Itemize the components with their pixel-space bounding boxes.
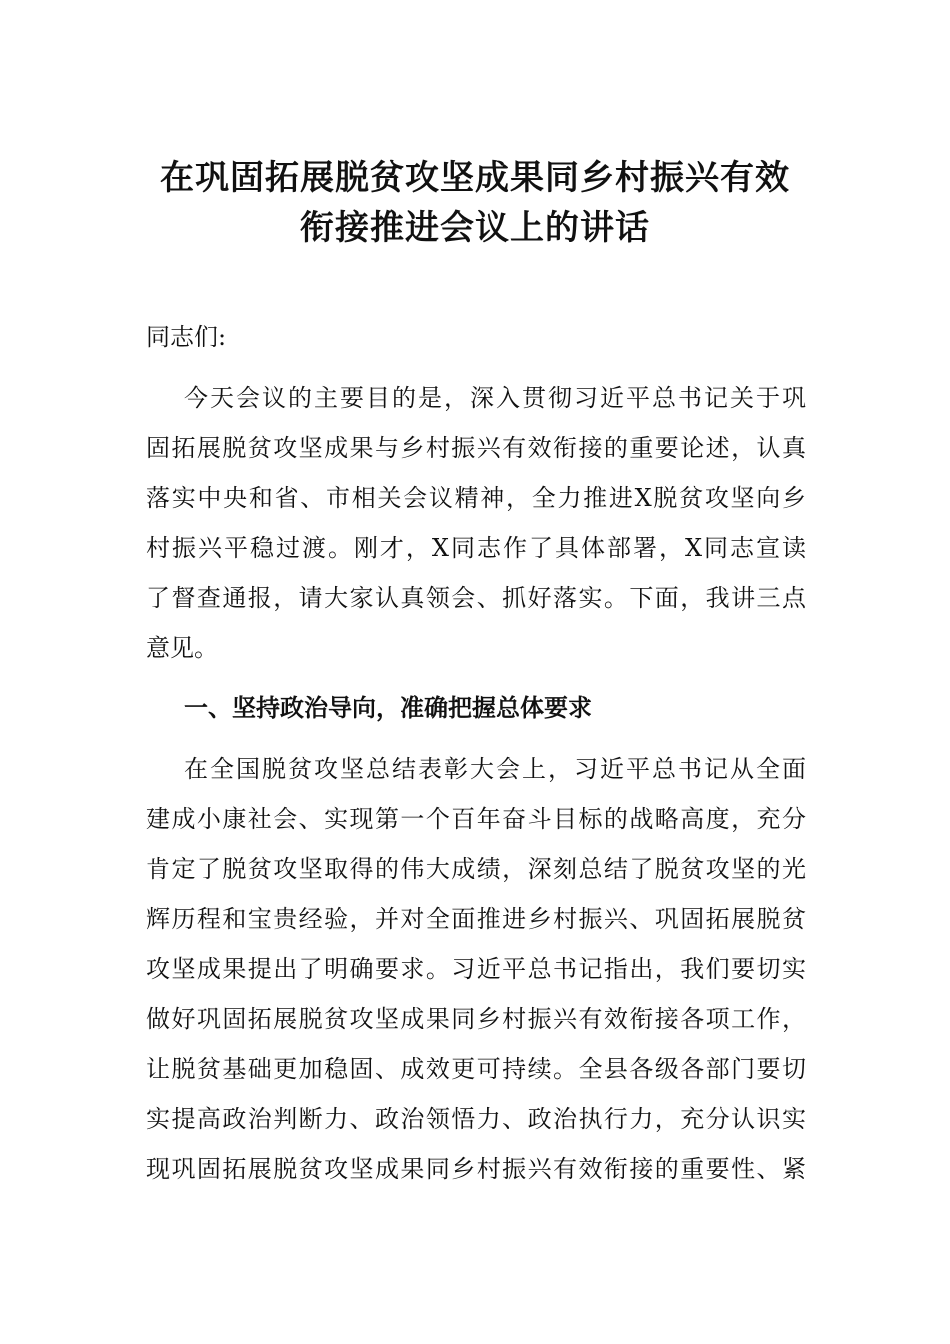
paragraph-2-line: 让脱贫基础更加稳固、成效更可持续。全县各级各部门要切: [146, 1055, 806, 1083]
paragraph-1-line: 村振兴平稳过渡。刚才，X同志作了具体部署，X同志宣读: [146, 534, 806, 562]
paragraph-1-line: 落实中央和省、市相关会议精神，全力推进X脱贫攻坚向乡: [146, 484, 806, 512]
paragraph-1-line: 意见。: [146, 634, 218, 662]
paragraph-2-line: 在全国脱贫攻坚总结表彰大会上，习近平总书记从全面: [184, 755, 806, 783]
paragraph-2-line: 肯定了脱贫攻坚取得的伟大成绩，深刻总结了脱贫攻坚的光: [146, 855, 806, 883]
section-1-heading: 一、坚持政治导向，准确把握总体要求: [184, 693, 592, 722]
document-title-line-2: 衔接推进会议上的讲话: [300, 208, 650, 248]
paragraph-2-line: 实提高政治判断力、政治领悟力、政治执行力，充分认识实: [146, 1105, 806, 1133]
paragraph-2-line: 做好巩固拓展脱贫攻坚成果同乡村振兴有效衔接各项工作，: [146, 1005, 806, 1033]
paragraph-2-line: 攻坚成果提出了明确要求。习近平总书记指出，我们要切实: [146, 955, 806, 983]
paragraph-1-line: 了督查通报，请大家认真领会、抓好落实。下面，我讲三点: [146, 584, 806, 612]
paragraph-1-line: 今天会议的主要目的是，深入贯彻习近平总书记关于巩: [184, 384, 806, 412]
paragraph-1-line: 固拓展脱贫攻坚成果与乡村振兴有效衔接的重要论述，认真: [146, 434, 806, 462]
paragraph-2-line: 现巩固拓展脱贫攻坚成果同乡村振兴有效衔接的重要性、紧: [146, 1155, 806, 1183]
document-title-line-1: 在巩固拓展脱贫攻坚成果同乡村振兴有效: [160, 158, 790, 198]
salutation: 同志们:: [146, 323, 227, 351]
paragraph-2-line: 辉历程和宝贵经验，并对全面推进乡村振兴、巩固拓展脱贫: [146, 905, 806, 933]
paragraph-2-line: 建成小康社会、实现第一个百年奋斗目标的战略高度，充分: [146, 805, 806, 833]
